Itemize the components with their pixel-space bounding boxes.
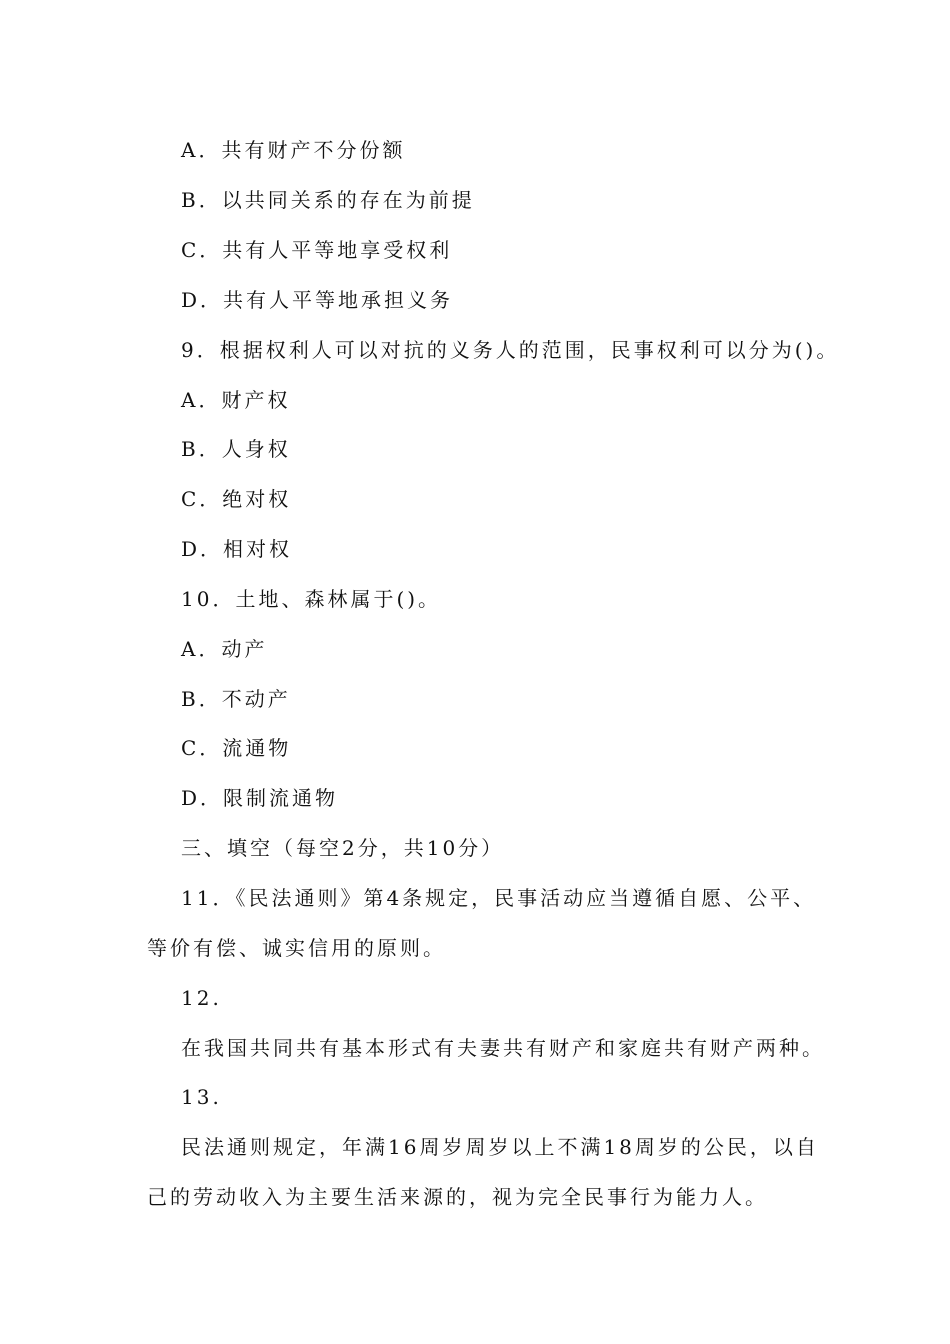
option-b-q9: B．人身权 [181,437,291,461]
question-13-line-1: 民法通则规定，年满16周岁周岁以上不满18周岁的公民，以自 [181,1135,819,1159]
question-13-line-2: 己的劳动收入为主要生活来源的，视为完全民事行为能力人。 [147,1185,768,1209]
option-a-q9: A．财产权 [181,388,291,412]
option-d-q10: D．限制流通物 [181,786,339,810]
question-9: 9．根据权利人可以对抗的义务人的范围，民事权利可以分为()。 [181,338,840,362]
option-b-q10: B．不动产 [181,687,291,711]
option-c-q9: C．绝对权 [181,487,292,511]
question-10: 10．土地、森林属于()。 [181,587,442,611]
option-d-q9: D．相对权 [181,537,293,561]
option-c-q10: C．流通物 [181,736,292,760]
option-d-q8: D．共有人平等地承担义务 [181,288,454,312]
option-a-q10: A．动产 [181,637,268,661]
question-11-line-2: 等价有偿、诚实信用的原则。 [147,936,446,960]
option-c-q8: C．共有人平等地享受权利 [181,238,453,262]
option-a-q8: A．共有财产不分份额 [181,138,406,162]
question-11-line-1: 11．《民法通则》第4条规定，民事活动应当遵循自愿、公平、 [181,886,817,910]
section-heading-fill-blank: 三、填空（每空2分，共10分） [181,836,505,860]
question-13-number: 13. [181,1085,222,1109]
option-b-q8: B．以共同关系的存在为前提 [181,188,475,212]
question-12-number: 12. [181,986,222,1010]
question-12-text: 在我国共同共有基本形式有夫妻共有财产和家庭共有财产两种。 [181,1036,825,1060]
